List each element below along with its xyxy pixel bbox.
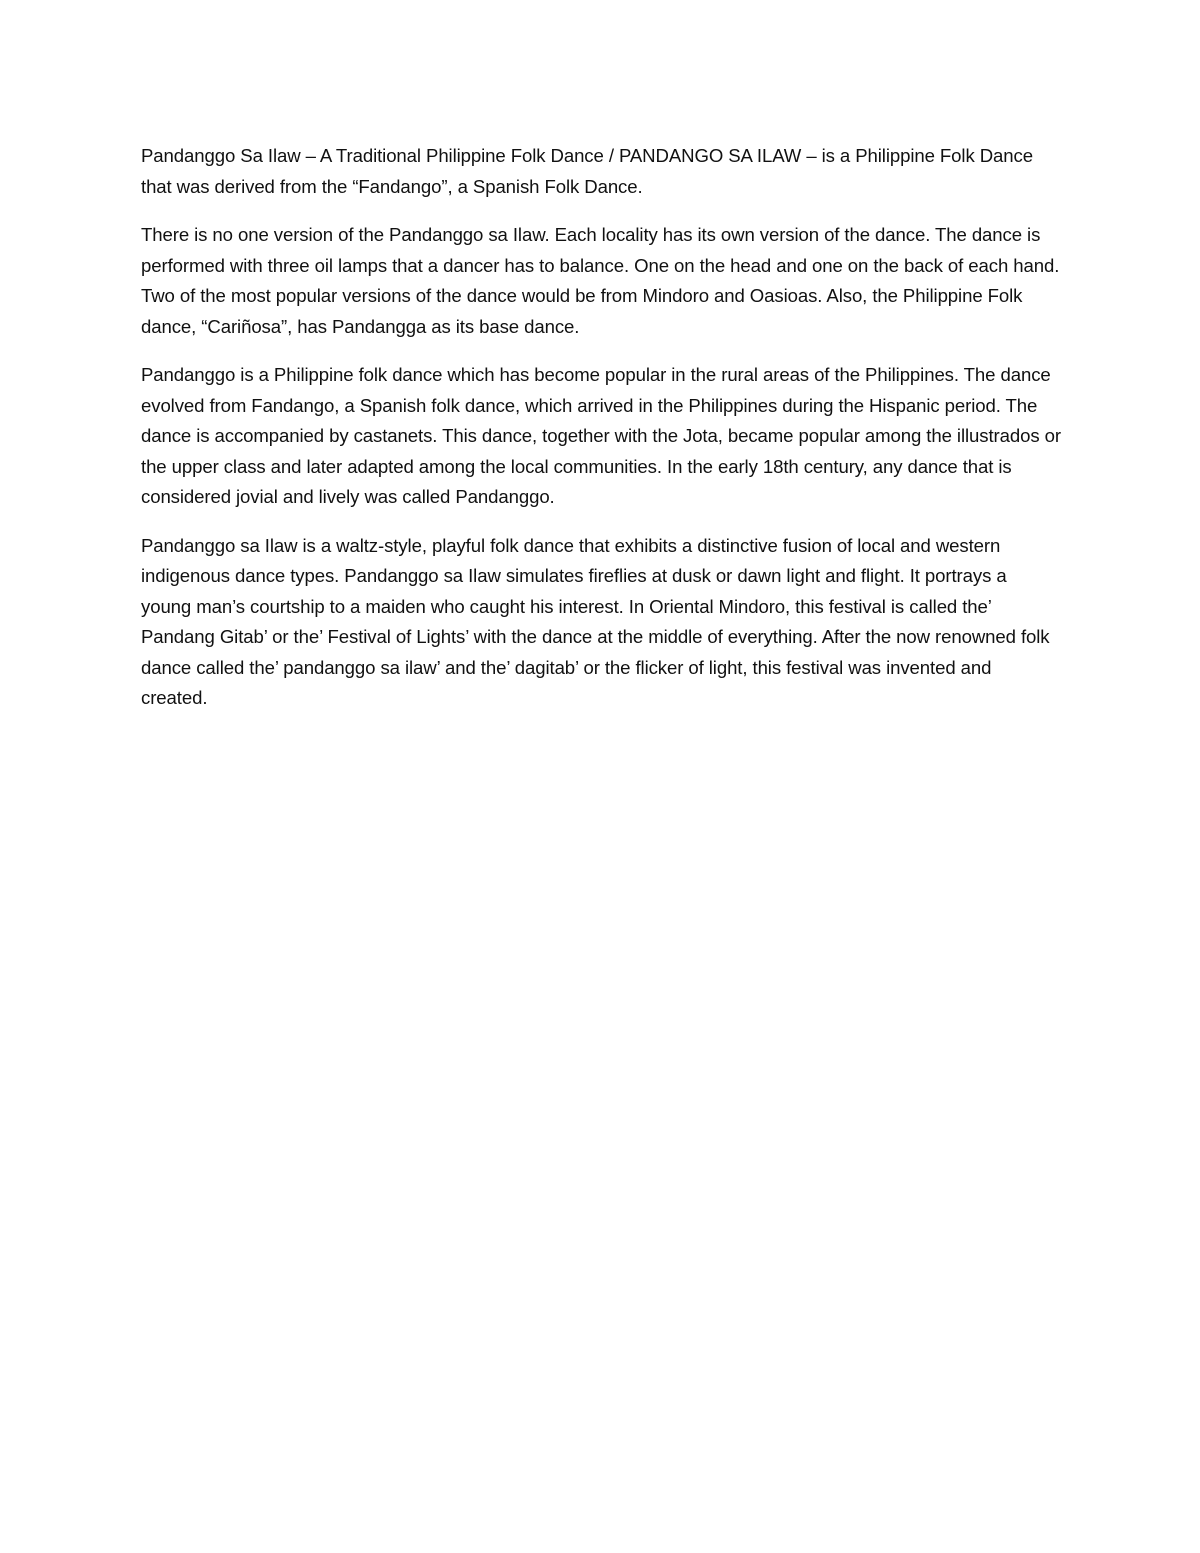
paragraph-intro: Pandanggo Sa Ilaw – A Traditional Philippine Folk Dance / PANDANGO SA ILAW – is a Philippine Folk Dance that was derived from the “Fandango”, a Spanish Folk Dance. xyxy=(141,145,1033,197)
paragraph-versions: There is no one version of the Pandanggo sa Ilaw. Each locality has its own version of the dance. The dance is performed with three oil lamps that a dancer has to balance. One on the head and one on the back of each hand. Two of the most popular versions of the dance would be from Mindoro and Oasioas. Also, the Philippine Folk dance, “Cariñosa”, has Pandangga as its base dance. xyxy=(141,224,1060,337)
paragraph-festival: Pandanggo sa Ilaw is a waltz-style, playful folk dance that exhibits a distinctive fusion of local and western indigenous dance types. Pandanggo sa Ilaw simulates fireflies at dusk or dawn light and flight. It portrays a young man’s courtship to a maiden who caught his interest. In Oriental Mindoro, this festival is called the’ Pandang Gitab’ or the’ Festival of Lights’ with the dance at the middle of everything. After the now renowned folk dance called the’ pandanggo sa ilaw’ and the’ dagitab’ or the flicker of light, this festival was invented and created. xyxy=(141,534,1050,708)
document-body xyxy=(141,141,1061,732)
paragraph-history: Pandanggo is a Philippine folk dance which has become popular in the rural areas of the Philippines. The dance evolved from Fandango, a Spanish folk dance, which arrived in the Philippines during the Hispanic period. The dance is accompanied by castanets. This dance, together with the Jota, became popular among the illustrados or the upper class and later adapted among the local communities. In the early 18th century, any dance that is considered jovial and lively was called Pandanggo. xyxy=(141,364,1061,507)
